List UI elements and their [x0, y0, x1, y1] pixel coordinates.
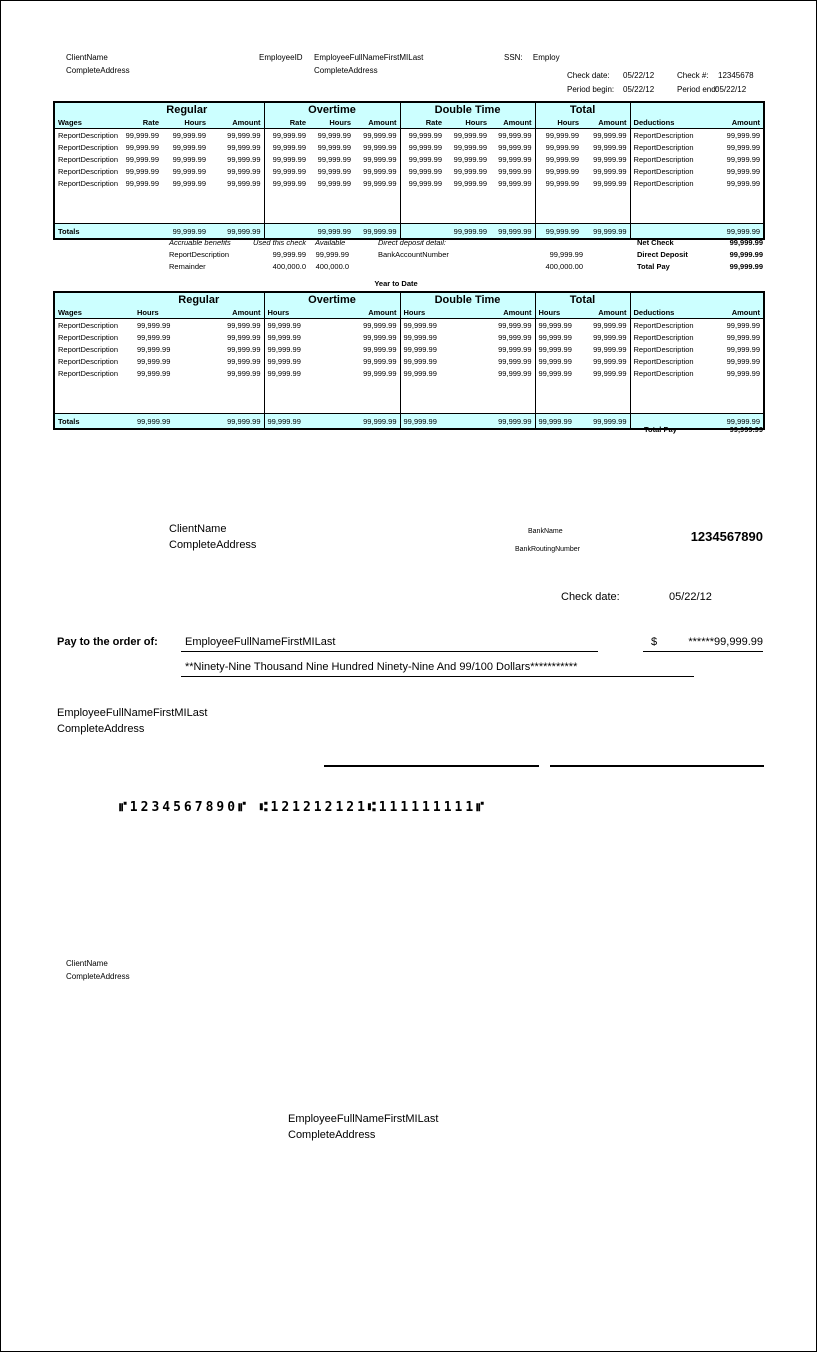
table-cell: 99,999.99 — [137, 368, 171, 378]
check-client-address: CompleteAddress — [169, 539, 257, 551]
table-cell: 99,999.99 — [172, 166, 206, 176]
table-cell: 99,999.99 — [400, 367, 462, 379]
table-cell: ReportDescription — [630, 331, 715, 343]
net-check-label: Net Check — [637, 238, 674, 247]
table-cell: 99,999.99 — [498, 154, 532, 164]
check-employee-block — [57, 705, 207, 737]
column-header: Hours — [264, 307, 327, 319]
table-cell: 99,999.99 — [498, 332, 532, 342]
table-cell: 99,999.99 — [498, 178, 532, 188]
stub-employee-block — [288, 1111, 438, 1143]
table-cell: 99,999.99 — [535, 177, 582, 189]
benefit-available-value: 99,999.99 — [315, 250, 349, 259]
employee-block — [314, 51, 423, 77]
table-cell: 99,999.99 — [227, 332, 261, 342]
filler-cell — [535, 379, 630, 414]
column-header: Amount — [209, 117, 264, 129]
employee-id: EmployeeID — [259, 53, 303, 62]
accruable-benefits-label: Accruable benefits — [169, 238, 231, 247]
table-cell: 99,999.99 — [726, 332, 761, 342]
wage-row — [54, 165, 764, 177]
wage-row — [54, 343, 764, 355]
column-header: Hours — [162, 117, 209, 129]
check-big-number: 1234567890 — [690, 529, 763, 544]
table-cell: ReportDescription — [630, 367, 715, 379]
amount-words-underline — [181, 676, 694, 677]
table-cell: 99,999.99 — [726, 178, 761, 188]
totals-cell: 99,999.99 — [354, 224, 400, 240]
check-client-name: ClientName — [169, 523, 227, 535]
column-header: Deductions — [630, 307, 715, 319]
totals-cell: 99,999.99 — [191, 414, 264, 430]
benefit-used-value: 99,999.99 — [272, 250, 306, 259]
table-cell: 99,999.99 — [400, 343, 462, 355]
table-cell: 99,999.99 — [363, 130, 397, 140]
table-cell: 99,999.99 — [227, 178, 261, 188]
check-body-date-value: 05/22/12 — [669, 591, 712, 603]
table-cell: 99,999.99 — [264, 355, 327, 367]
table-cell: 99,999.99 — [498, 320, 532, 330]
column-header: Amount — [585, 307, 630, 319]
table-cell: 99,999.99 — [317, 130, 352, 140]
totals-cell: 99,999.99 — [535, 414, 585, 430]
table-cell: 99,999.99 — [593, 142, 627, 152]
check-date-label: Check date: — [567, 71, 610, 80]
payee-underline — [181, 651, 598, 652]
table-cell: 99,999.99 — [453, 130, 488, 140]
signature-line-1 — [324, 765, 539, 767]
table-cell: 99,999.99 — [137, 332, 171, 342]
filler-cell — [400, 189, 535, 224]
table-cell: 99,999.99 — [125, 154, 159, 164]
filler-row — [54, 379, 764, 414]
table-cell: 99,999.99 — [363, 142, 397, 152]
table-cell: 99,999.99 — [172, 154, 206, 164]
table-cell: 99,999.99 — [363, 154, 397, 164]
remainder-available-value: 400,000.0 — [315, 262, 349, 271]
filler-cell — [630, 379, 764, 414]
table-cell: 99,999.99 — [400, 319, 462, 332]
table-cell: ReportDescription — [58, 154, 119, 164]
column-header: Amount — [715, 307, 764, 319]
period-begin-value: 05/22/12 — [623, 85, 655, 94]
totals-cell: 99,999.99 — [490, 224, 535, 240]
table-cell: 99,999.99 — [535, 355, 585, 367]
group-title: Total — [535, 292, 630, 307]
bank-account-number: BankAccountNumber — [378, 250, 449, 259]
table-cell: 99,999.99 — [453, 166, 488, 176]
table-cell: 99,999.99 — [498, 356, 532, 366]
column-header: Rate — [264, 117, 309, 129]
table-cell: 99,999.99 — [264, 129, 309, 142]
table-cell: 99,999.99 — [264, 153, 309, 165]
table-cell: 99,999.99 — [227, 154, 261, 164]
table-cell: 99,999.99 — [227, 356, 261, 366]
table-cell: 99,999.99 — [593, 154, 627, 164]
table-cell: 99,999.99 — [137, 320, 171, 330]
filler-cell — [54, 379, 264, 414]
totals-cell: 99,999.99 — [400, 414, 462, 430]
check-amount: ******99,999.99 — [688, 636, 763, 648]
column-header: Wages — [54, 307, 134, 319]
column-header: Amount — [191, 307, 264, 319]
column-header: Amount — [327, 307, 400, 319]
direct-deposit-value: 99,999.99 — [729, 250, 763, 259]
table-cell: 99,999.99 — [535, 343, 585, 355]
table-cell: 99,999.99 — [264, 165, 309, 177]
column-header: Hours — [445, 117, 490, 129]
table-cell: 99,999.99 — [363, 320, 397, 330]
wage-row — [54, 319, 764, 332]
table-cell: 99,999.99 — [317, 166, 352, 176]
table-cell: 99,999.99 — [227, 320, 261, 330]
table-cell: 99,999.99 — [400, 355, 462, 367]
totals-cell: 99,999.99 — [134, 414, 191, 430]
total-pay-label: Total Pay — [637, 262, 670, 271]
totals-cell — [110, 224, 162, 240]
totals-cell: 99,999.99 — [445, 224, 490, 240]
table-cell: 99,999.99 — [726, 166, 761, 176]
table-cell: 99,999.99 — [498, 142, 532, 152]
table-cell: 99,999.99 — [363, 332, 397, 342]
client-name: ClientName — [66, 53, 108, 62]
remainder-label: Remainder — [169, 262, 206, 271]
ytd-total-pay-label: Total Pay — [644, 425, 677, 434]
wage-row — [54, 355, 764, 367]
table-cell: ReportDescription — [630, 141, 715, 153]
client-address: CompleteAddress — [66, 66, 130, 75]
filler-cell — [630, 189, 764, 224]
table-cell: ReportDescription — [58, 166, 119, 176]
totals-cell: Totals — [54, 224, 110, 240]
check-employee-address: CompleteAddress — [57, 723, 145, 735]
table-cell: ReportDescription — [630, 355, 715, 367]
group-title: Overtime — [264, 292, 400, 307]
available-label: Available — [315, 238, 346, 247]
amount-words: **Ninety-Nine Thousand Nine Hundred Ninety-Nine And 99/100 Dollars*********** — [185, 661, 578, 673]
filler-cell — [535, 189, 630, 224]
totals-cell: 99,999.99 — [327, 414, 400, 430]
employee-address: CompleteAddress — [314, 66, 378, 75]
table-cell: 99,999.99 — [125, 166, 159, 176]
group-title-row — [54, 292, 764, 307]
stub-employee-address: CompleteAddress — [288, 1129, 376, 1141]
table-cell: 99,999.99 — [498, 344, 532, 354]
column-header: Hours — [134, 307, 191, 319]
filler-row — [54, 189, 764, 224]
table-cell: 99,999.99 — [137, 344, 171, 354]
table-cell: 99,999.99 — [535, 141, 582, 153]
check-body-date-label: Check date: — [561, 591, 620, 603]
net-check-value: 99,999.99 — [729, 238, 763, 247]
used-this-check-label: Used this check — [253, 238, 306, 247]
group-title: Regular — [134, 292, 264, 307]
period-end-label: Period end: — [677, 85, 718, 94]
totals-cell: 99,999.99 — [715, 224, 764, 240]
pay-to-label: Pay to the order of: — [57, 636, 158, 648]
filler-cell — [264, 189, 400, 224]
table-cell: 99,999.99 — [264, 141, 309, 153]
ytd-pay-table-wrap — [53, 291, 765, 430]
table-cell: 99,999.99 — [264, 331, 327, 343]
column-header: Wages — [54, 117, 110, 129]
column-header: Deductions — [630, 117, 715, 129]
table-cell: ReportDescription — [630, 129, 715, 142]
employee-name: EmployeeFullNameFirstMILast — [314, 53, 424, 62]
table-cell: 99,999.99 — [453, 142, 488, 152]
totals-cell: 99,999.99 — [585, 414, 630, 430]
column-header: Hours — [535, 117, 582, 129]
group-title — [630, 292, 764, 307]
table-cell: 99,999.99 — [227, 130, 261, 140]
bank-name: BankName — [528, 528, 563, 535]
table-cell: ReportDescription — [630, 153, 715, 165]
amount-underline — [643, 651, 763, 652]
table-cell: 99,999.99 — [535, 153, 582, 165]
stub-client-name: ClientName — [66, 959, 108, 968]
table-cell: 99,999.99 — [363, 356, 397, 366]
currency-symbol: $ — [651, 636, 658, 648]
ssn-label: SSN: — [504, 53, 523, 62]
table-cell: 99,999.99 — [498, 368, 532, 378]
group-title: Total — [535, 102, 630, 117]
client-block — [66, 51, 130, 77]
direct-deposit-detail-label: Direct deposit detail: — [378, 238, 446, 247]
check-date-value: 05/22/12 — [623, 71, 655, 80]
group-title: Overtime — [264, 102, 400, 117]
check-number-label: Check #: — [677, 71, 709, 80]
ssn-value: Employ — [532, 53, 560, 62]
group-title — [54, 102, 110, 117]
table-cell: 99,999.99 — [726, 368, 761, 378]
totals-cell: 99,999.99 — [715, 414, 764, 430]
totals-cell: 99,999.99 — [535, 224, 582, 240]
table-cell: 99,999.99 — [400, 331, 462, 343]
table-cell: 99,999.99 — [726, 344, 761, 354]
totals-cell: 99,999.99 — [264, 414, 327, 430]
table-cell: 99,999.99 — [453, 178, 488, 188]
table-cell: ReportDescription — [58, 142, 119, 152]
column-header: Amount — [462, 307, 535, 319]
table-cell: 99,999.99 — [593, 368, 627, 378]
table-cell: 99,999.99 — [172, 142, 206, 152]
table-cell: ReportDescription — [630, 177, 715, 189]
payee-name: EmployeeFullNameFirstMILast — [185, 636, 336, 648]
table-cell: 99,999.99 — [726, 154, 761, 164]
stub-client-address: CompleteAddress — [66, 972, 130, 981]
table-cell: 99,999.99 — [726, 356, 761, 366]
table-cell: 99,999.99 — [317, 178, 352, 188]
table-cell: ReportDescription — [58, 344, 119, 354]
benefit-description: ReportDescription — [169, 250, 230, 259]
column-header-row — [54, 117, 764, 129]
column-header-row — [54, 307, 764, 319]
wage-row — [54, 153, 764, 165]
micr-line: ⑈1234567890⑈ ⑆121212121⑆111111111⑈ — [119, 800, 487, 815]
check-number-value: 12345678 — [718, 71, 754, 80]
remainder-used-value: 400,000.0 — [272, 262, 306, 271]
stub-client-block — [66, 957, 130, 983]
table-cell: 99,999.99 — [593, 344, 627, 354]
table-cell: 99,999.99 — [227, 368, 261, 378]
table-cell: 99,999.99 — [453, 154, 488, 164]
direct-deposit-label: Direct Deposit — [637, 250, 688, 259]
table-cell: 99,999.99 — [317, 142, 352, 152]
table-cell: 99,999.99 — [498, 166, 532, 176]
table-cell: 99,999.99 — [593, 320, 627, 330]
totals-cell: 99,999.99 — [309, 224, 354, 240]
table-cell: ReportDescription — [630, 319, 715, 332]
table-cell: ReportDescription — [58, 320, 119, 330]
table-cell: 99,999.99 — [400, 177, 445, 189]
table-cell: 99,999.99 — [593, 178, 627, 188]
group-title: Regular — [110, 102, 264, 117]
table-cell: ReportDescription — [58, 178, 119, 188]
table-cell: 99,999.99 — [400, 153, 445, 165]
filler-cell — [264, 379, 400, 414]
column-header: Rate — [400, 117, 445, 129]
column-header: Hours — [400, 307, 462, 319]
table-cell: 99,999.99 — [726, 142, 761, 152]
stub-employee-name: EmployeeFullNameFirstMILast — [288, 1113, 439, 1125]
table-cell: 99,999.99 — [125, 178, 159, 188]
signature-line-2 — [550, 765, 764, 767]
table-cell: ReportDescription — [58, 356, 119, 366]
table-cell: 99,999.99 — [593, 166, 627, 176]
filler-cell — [400, 379, 535, 414]
group-title: Double Time — [400, 102, 535, 117]
column-header: Amount — [490, 117, 535, 129]
bank-routing-number: BankRoutingNumber — [515, 546, 580, 553]
period-end-value: 05/22/12 — [715, 85, 747, 94]
table-cell: 99,999.99 — [172, 130, 206, 140]
table-cell: 99,999.99 — [363, 178, 397, 188]
table-cell: 99,999.99 — [535, 331, 585, 343]
totals-cell: Totals — [54, 414, 134, 430]
table-cell: 99,999.99 — [726, 320, 761, 330]
table-cell: 99,999.99 — [593, 356, 627, 366]
table-cell: 99,999.99 — [172, 178, 206, 188]
period-begin-label: Period begin: — [567, 85, 615, 94]
table-cell: 99,999.99 — [125, 142, 159, 152]
table-cell: 99,999.99 — [726, 130, 761, 140]
column-header: Hours — [535, 307, 585, 319]
group-title-row — [54, 102, 764, 117]
table-cell: 99,999.99 — [593, 332, 627, 342]
column-header: Hours — [309, 117, 354, 129]
table-cell: 99,999.99 — [363, 344, 397, 354]
ytd-pay-table — [53, 291, 765, 430]
table-cell: 99,999.99 — [535, 367, 585, 379]
table-cell: 99,999.99 — [137, 356, 171, 366]
table-cell: ReportDescription — [58, 332, 119, 342]
column-header: Rate — [110, 117, 162, 129]
wage-row — [54, 331, 764, 343]
table-cell: 99,999.99 — [535, 165, 582, 177]
table-cell: 99,999.99 — [400, 141, 445, 153]
deposit-amount: 99,999.99 — [549, 250, 583, 259]
table-cell: 99,999.99 — [400, 129, 445, 142]
table-cell: 99,999.99 — [227, 344, 261, 354]
totals-cell: 99,999.99 — [209, 224, 264, 240]
table-cell: 99,999.99 — [498, 130, 532, 140]
group-title — [630, 102, 764, 117]
column-header: Amount — [582, 117, 630, 129]
table-cell: 99,999.99 — [227, 142, 261, 152]
wage-row — [54, 129, 764, 142]
wage-row — [54, 141, 764, 153]
current-pay-table — [53, 101, 765, 240]
table-cell: 99,999.99 — [593, 130, 627, 140]
table-cell: 99,999.99 — [363, 166, 397, 176]
table-cell: 99,999.99 — [125, 130, 159, 140]
table-cell: 99,999.99 — [535, 129, 582, 142]
group-title: Double Time — [400, 292, 535, 307]
totals-cell: 99,999.99 — [582, 224, 630, 240]
table-cell: 99,999.99 — [363, 368, 397, 378]
column-header: Amount — [354, 117, 400, 129]
group-title — [54, 292, 134, 307]
table-cell: 99,999.99 — [227, 166, 261, 176]
table-cell: 99,999.99 — [264, 177, 309, 189]
total-pay-value: 99,999.99 — [729, 262, 763, 271]
table-cell: 99,999.99 — [264, 343, 327, 355]
check-employee-name: EmployeeFullNameFirstMILast — [57, 707, 208, 719]
wage-row — [54, 177, 764, 189]
wage-row — [54, 367, 764, 379]
remainder-deposit-value: 400,000.00 — [545, 262, 583, 271]
table-cell: ReportDescription — [630, 165, 715, 177]
table-cell: 99,999.99 — [535, 319, 585, 332]
table-cell: 99,999.99 — [264, 319, 327, 332]
table-cell: 99,999.99 — [264, 367, 327, 379]
ssn-row — [504, 51, 560, 64]
ytd-caption: Year to Date — [374, 279, 418, 288]
check-client-block — [169, 521, 256, 553]
table-cell: 99,999.99 — [400, 165, 445, 177]
totals-cell: 99,999.99 — [162, 224, 209, 240]
table-cell: 99,999.99 — [317, 154, 352, 164]
table-cell: ReportDescription — [58, 130, 119, 140]
table-cell: ReportDescription — [58, 368, 119, 378]
totals-cell: 99,999.99 — [462, 414, 535, 430]
ytd-total-pay-value: 99,999.99 — [729, 425, 763, 434]
column-header: Amount — [715, 117, 764, 129]
filler-cell — [54, 189, 264, 224]
table-cell: ReportDescription — [630, 343, 715, 355]
current-pay-table-wrap — [53, 101, 765, 240]
